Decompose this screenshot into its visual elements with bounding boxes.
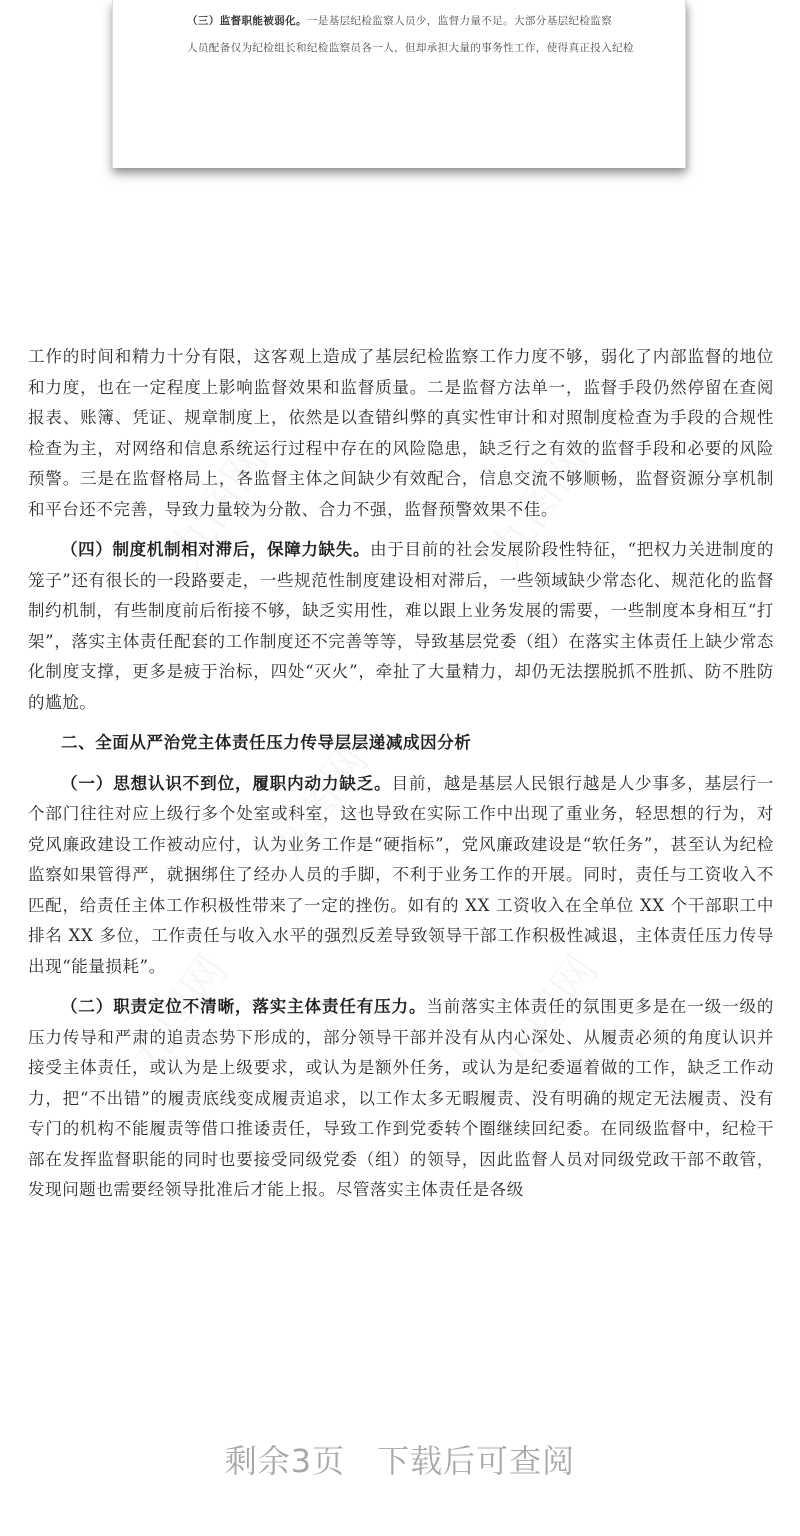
preview-line-1: [187, 14, 627, 28]
download-prompt[interactable]: [0, 1436, 800, 1482]
paragraph-text: 目前，越是基层人民银行越是人少事多，基层行一个部门往往对应上级行多个处室或科室，这也导致在实际工作中出现了重业务，轻思想的行为，对党风廉政建设工作被动应付，认为业务工作是“硬指标”，党风廉政建设是“软任务”，甚至认为纪检监察如果管得严，就捆绑住了经办人员的手脚，不利于业务工作的开展。同时，责任与工资收入不匹配，给责任主体工作积极性带来了一定的挫伤。如有的 XX 工资收入在全单位 XX 个干部职工中排名 XX 多位，工作责任与收入水平的强烈反差导致领导干部工作积极性减退，主体责任压力传导出现“能量损耗”。: [28, 773, 775, 976]
preview-line-1-text: 一是基层纪检监察人员少，监督力量不足。大部分基层纪检监察: [306, 15, 613, 27]
paragraph-lead: （四）制度机制相对滞后，保障力缺失。: [61, 540, 371, 559]
paragraph-lead: （一）思想认识不到位，履职内动力缺乏。: [61, 773, 392, 793]
document-body: [28, 342, 774, 1206]
download-to-view-label: 下载后可查阅: [377, 1442, 576, 1480]
preview-line-1-lead: （三）监督职能被弱化。: [187, 15, 307, 27]
paragraph-continued: [28, 342, 774, 525]
paragraph-institution-lag: [28, 535, 774, 718]
paragraph-awareness: [28, 769, 774, 983]
paragraph-text: 由于目前的社会发展阶段性特征，“把权力关进制度的笼子”还有很长的一段路要走，一些规范性制度建设相对滞后，一些领域缺少常态化、规范化的监督制约机制，有些制度前后衔接不够，缺乏实用性，难以跟上业务发展的需要，一些制度本身相互“打架”，落实主体责任配套的工作制度还不完善等等，导致基层党委（组）在落实主体责任上缺少常态化制度支撑，更多是疲于治标，四处“灭火”，牵扯了大量精力，却仍无法摆脱抓不胜抓、防不胜防的尴尬。: [28, 540, 774, 712]
page-preview-card: [112, 0, 686, 168]
section-heading: 二、全面从严治党主体责任压力传导层层递减成因分析: [61, 733, 472, 752]
preview-line-2: 人员配备仅为纪检组长和纪检监察员各一人，但却承担大量的事务性工作，使得真正投入纪检: [187, 42, 634, 54]
paragraph-responsibility: [28, 992, 774, 1206]
paragraph-text: 工作的时间和精力十分有限，这客观上造成了基层纪检监察工作力度不够，弱化了内部监督的地位和力度，也在一定程度上影响监督效果和监督质量。二是监督方法单一，监督手段仍然停留在查阅报表、账簿、凭证、规章制度上，依然是以查错纠弊的真实性审计和对照制度检查为手段的合规性检查为主，对网络和信息系统运行过程中存在的风险隐患，缺乏行之有效的监督手段和必要的风险预警。三是在监督格局上，各监督主体之间缺少有效配合，信息交流不够顺畅，监督资源分享机制和平台还不完善，导致力量较为分散、合力不强，监督预警效果不佳。: [28, 347, 774, 519]
paragraph-text: 当前落实主体责任的氛围更多是在一级一级的压力传导和严肃的追责态势下形成的，部分领导干部并没有从内心深处、从履责必须的角度认识并接受主体责任，或认为是上级要求，或认为是额外任务，或认为是纪委逼着做的工作，缺乏工作动力，把“不出错”的履责底线变成履责追求，以工作太多无暇履责、没有明确的规定无法履责、没有专门的机构不能履责等借口推诿责任，导致工作到党委转个圈继续回纪委。在同级监督中，纪检干部在发挥监督职能的同时也要接受同级党委（组）的领导，因此监督人员对同级党政干部不敢管，发现问题也需要经领导批准后才能上报。尽管落实主体责任是各级: [28, 997, 774, 1199]
remaining-pages-label: 剩余3页: [224, 1442, 346, 1480]
paragraph-lead: （二）职责定位不清晰，落实主体责任有压力。: [61, 997, 427, 1016]
